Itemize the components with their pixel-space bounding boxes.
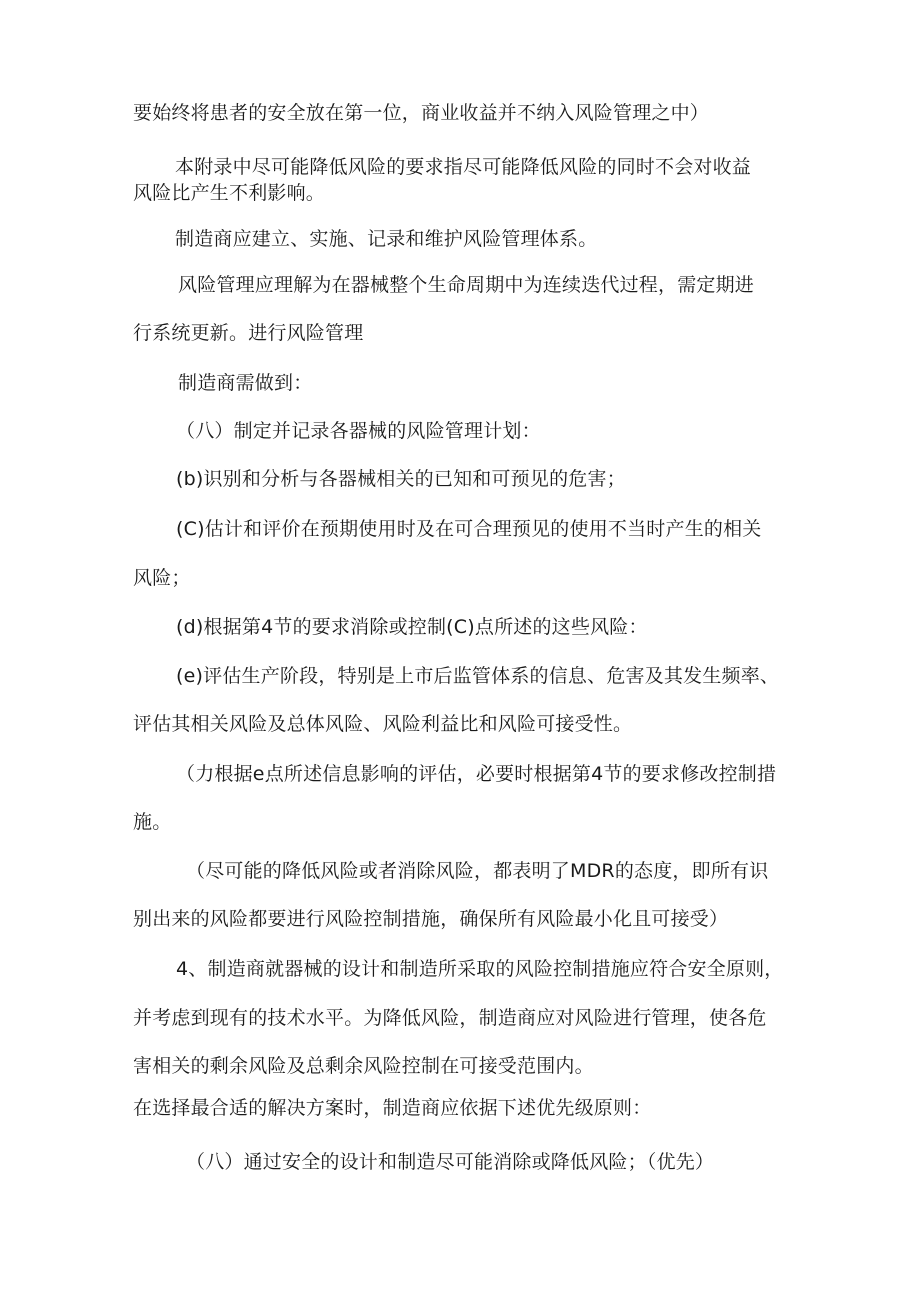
text-line-5: 风险管理应理解为在器械整个生命周期中为连续迭代过程，需定期进 xyxy=(178,274,755,296)
text-line-16: 施。 xyxy=(133,811,172,833)
text-line-2: 本附录中尽可能降低风险的要求指尽可能降低风险的同时不会对收益 xyxy=(175,156,752,178)
text-line-18: 别出来的风险都要进行风险控制措施，确保所有风险最小化且可接受） xyxy=(133,908,729,930)
text-line-4: 制造商应建立、实施、记录和维护风险管理体系。 xyxy=(175,228,598,250)
text-line-12: (d)根据第4节的要求消除或控制(C)点所述的这些风险： xyxy=(176,616,648,638)
text-line-1: 要始终将患者的安全放在第一位，商业收益并不纳入风险管理之中） xyxy=(133,102,710,124)
text-line-10: (C)估计和评价在预期使用时及在可合理预见的使用不当时产生的相关 xyxy=(176,518,762,540)
text-line-9: (b)识别和分析与各器械相关的已知和可预见的危害； xyxy=(176,468,626,490)
text-line-13: (e)评估生产阶段，特别是上市后监管体系的信息、危害及其发生频率、 xyxy=(176,665,780,687)
text-line-6: 行系统更新。进行风险管理 xyxy=(133,322,364,344)
text-line-20: 并考虑到现有的技术水平。为降低风险，制造商应对风险进行管理，使各危 xyxy=(133,1007,767,1029)
text-line-17: （尽可能的降低风险或者消除风险，都表明了MDR的态度，即所有识 xyxy=(186,860,769,882)
text-line-19: 4、制造商就器械的设计和制造所采取的风险控制措施应符合安全原则， xyxy=(176,958,784,980)
text-line-21: 害相关的剩余风险及总剩余风险控制在可接受范围内。 xyxy=(133,1055,594,1077)
text-line-8: （八）制定并记录各器械的风险管理计划： xyxy=(176,420,541,442)
text-line-23: （八）通过安全的设计和制造尽可能消除或降低风险；（优先） xyxy=(186,1151,715,1173)
text-line-7: 制造商需做到： xyxy=(178,372,313,394)
text-line-22: 在选择最合适的解决方案时，制造商应依据下述优先级原则： xyxy=(133,1097,652,1119)
text-line-14: 评估其相关风险及总体风险、风险利益比和风险可接受性。 xyxy=(133,713,633,735)
text-line-3: 风险比产生不利影响。 xyxy=(133,182,326,204)
text-line-11: 风险； xyxy=(133,567,191,589)
text-line-15: （力根据e点所述信息影响的评估，必要时根据第4节的要求修改控制措 xyxy=(176,763,777,785)
